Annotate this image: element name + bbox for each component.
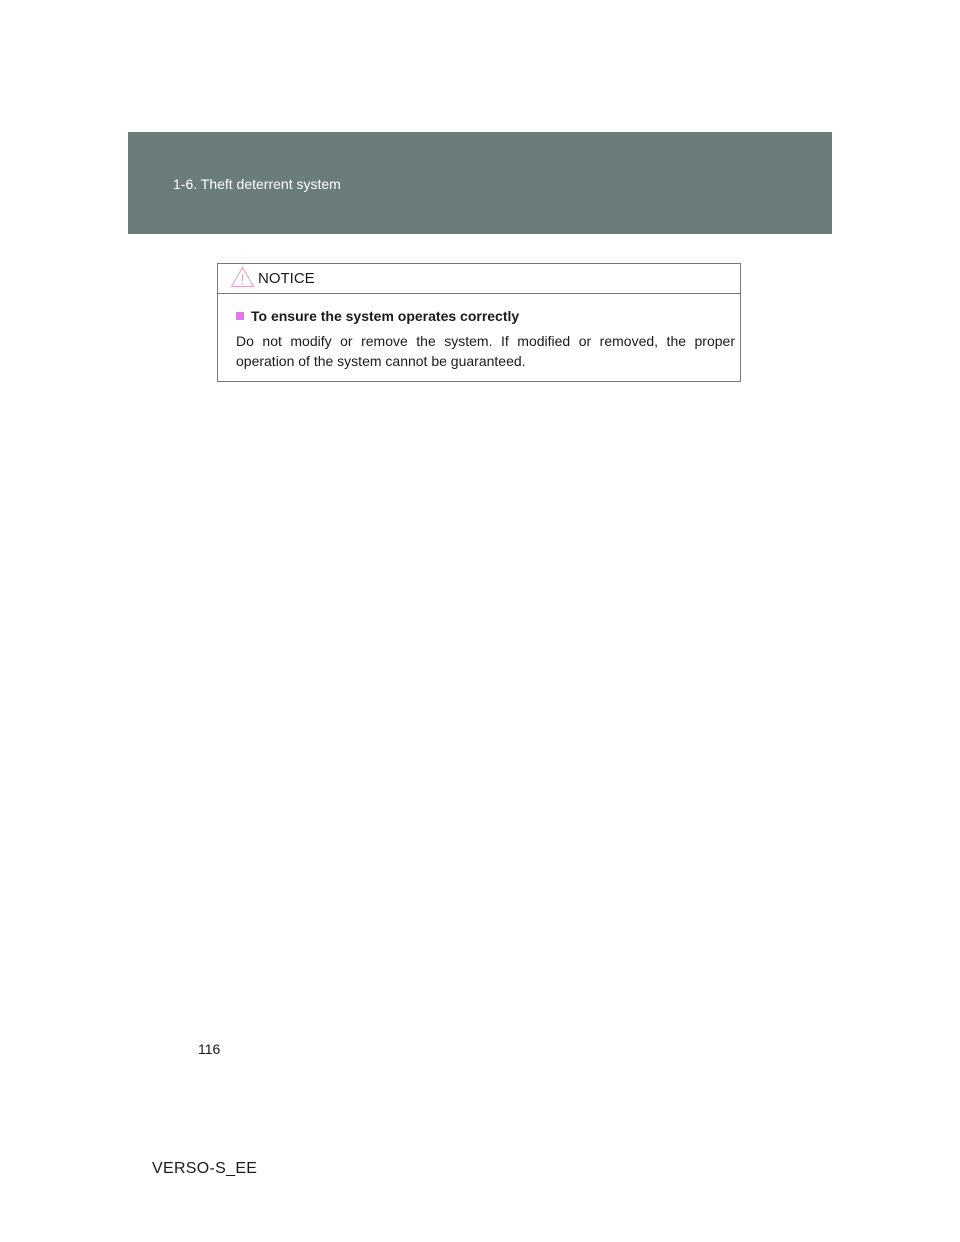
notice-item-heading	[236, 307, 735, 325]
notice-header	[218, 264, 740, 294]
page-number: 116	[198, 1041, 221, 1057]
warning-triangle-icon	[230, 266, 255, 288]
square-bullet-icon	[236, 312, 244, 320]
section-title: 1-6. Theft deterrent system	[173, 176, 341, 192]
document-code: VERSO-S_EE	[152, 1160, 258, 1177]
section-header-band	[128, 132, 832, 234]
notice-title: NOTICE	[258, 270, 315, 287]
notice-item-text: Do not modify or remove the system. If modified or removed, the proper operation of the system cannot be guaranteed.	[236, 333, 735, 369]
notice-body	[218, 294, 740, 371]
notice-box	[217, 263, 741, 382]
notice-item-heading-text: To ensure the system operates correctly	[251, 308, 520, 324]
